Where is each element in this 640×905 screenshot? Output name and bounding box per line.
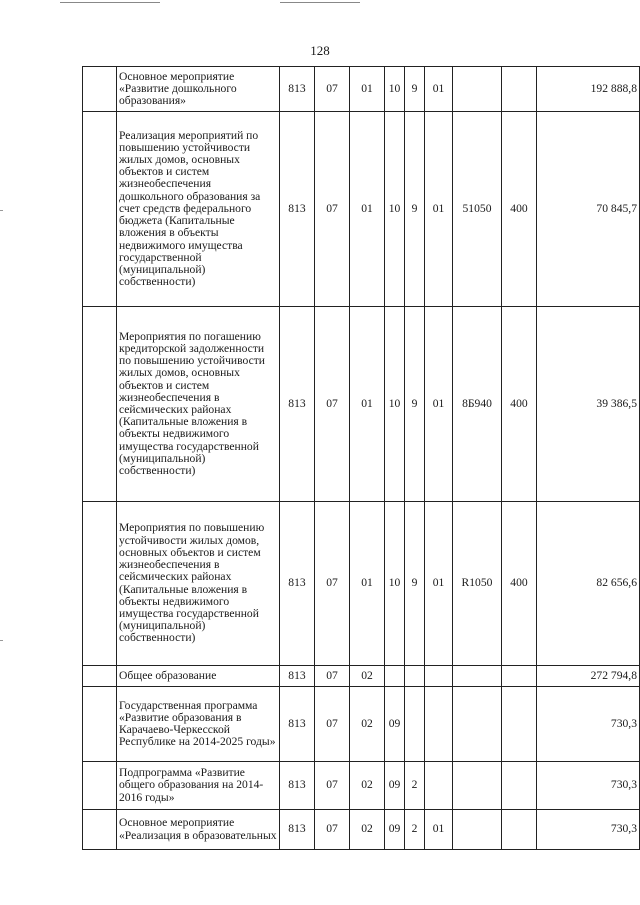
table-row <box>83 112 640 307</box>
event-cell: 01 <box>425 307 453 502</box>
expense-type-cell <box>502 67 537 112</box>
blank-cell <box>83 307 117 502</box>
blank-cell <box>83 810 117 850</box>
section-cell: 07 <box>315 502 350 666</box>
event-cell: 01 <box>425 810 453 850</box>
amount-cell: 730,3 <box>537 687 640 762</box>
scan-edge-mark <box>0 210 3 211</box>
subprogram-cell: 9 <box>405 112 425 307</box>
program-cell: 10 <box>385 112 405 307</box>
blank-cell <box>83 67 117 112</box>
amount-cell: 39 386,5 <box>537 307 640 502</box>
row-name: Основное мероприятие «Реализация в образовательных <box>117 810 280 850</box>
subsection-cell: 02 <box>350 762 385 810</box>
amount-cell: 70 845,7 <box>537 112 640 307</box>
subprogram-cell <box>405 666 425 687</box>
grbs-cell: 813 <box>280 502 315 666</box>
table-row <box>83 67 640 112</box>
row-name: Государственная программа «Развитие образования в Карачаево-Черкесской Республике на 2014-2025 годы» <box>117 687 280 762</box>
subprogram-cell: 9 <box>405 67 425 112</box>
subsection-cell: 01 <box>350 112 385 307</box>
row-name: Общее образование <box>117 666 280 687</box>
expense-type-cell: 400 <box>502 502 537 666</box>
program-cell <box>385 666 405 687</box>
blank-cell <box>83 666 117 687</box>
direction-cell: R1050 <box>453 502 502 666</box>
subsection-cell: 01 <box>350 67 385 112</box>
expense-type-cell <box>502 762 537 810</box>
expense-type-cell <box>502 810 537 850</box>
table-row <box>83 762 640 810</box>
amount-cell: 82 656,6 <box>537 502 640 666</box>
direction-cell <box>453 687 502 762</box>
event-cell: 01 <box>425 112 453 307</box>
top-rule-left <box>60 2 160 3</box>
program-cell: 09 <box>385 810 405 850</box>
row-name: Подпрограмма «Развитие общего образования на 2014-2016 годы» <box>117 762 280 810</box>
table-row <box>83 666 640 687</box>
subsection-cell: 02 <box>350 687 385 762</box>
direction-cell <box>453 762 502 810</box>
subprogram-cell: 2 <box>405 762 425 810</box>
grbs-cell: 813 <box>280 762 315 810</box>
row-name: Мероприятия по погашению кредиторской задолженности по повышению устойчивости жилых домов, основных объектов и систем жизнеобеспечения в сейсмических районах (Капитальные вложения в объекты недвижимого имущества государственной (муниципальной) собственности) <box>117 307 280 502</box>
row-name: Основное мероприятие «Развитие дошкольного образования» <box>117 67 280 112</box>
direction-cell <box>453 810 502 850</box>
program-cell: 10 <box>385 67 405 112</box>
grbs-cell: 813 <box>280 307 315 502</box>
subsection-cell: 02 <box>350 810 385 850</box>
amount-cell: 730,3 <box>537 810 640 850</box>
blank-cell <box>83 502 117 666</box>
scan-edge-mark <box>0 640 3 641</box>
section-cell: 07 <box>315 810 350 850</box>
row-name: Мероприятия по повышению устойчивости жилых домов, основных объектов и систем жизнеобеспечения в сейсмических районах (Капитальные вложения в объекты недвижимого имущества государственной (муниципальной) собственности) <box>117 502 280 666</box>
blank-cell <box>83 687 117 762</box>
section-cell: 07 <box>315 307 350 502</box>
subsection-cell: 02 <box>350 666 385 687</box>
grbs-cell: 813 <box>280 112 315 307</box>
subsection-cell: 01 <box>350 502 385 666</box>
program-cell: 09 <box>385 762 405 810</box>
table-row <box>83 502 640 666</box>
subprogram-cell: 9 <box>405 502 425 666</box>
grbs-cell: 813 <box>280 810 315 850</box>
page-number: 128 <box>310 43 330 58</box>
event-cell <box>425 687 453 762</box>
table-row <box>83 810 640 850</box>
direction-cell <box>453 67 502 112</box>
direction-cell <box>453 666 502 687</box>
event-cell <box>425 666 453 687</box>
section-cell: 07 <box>315 112 350 307</box>
table-row <box>83 687 640 762</box>
grbs-cell: 813 <box>280 67 315 112</box>
event-cell <box>425 762 453 810</box>
top-rule-right <box>280 2 360 3</box>
expense-type-cell: 400 <box>502 307 537 502</box>
amount-cell: 192 888,8 <box>537 67 640 112</box>
budget-table <box>82 66 640 850</box>
expense-type-cell: 400 <box>502 112 537 307</box>
program-cell: 10 <box>385 502 405 666</box>
blank-cell <box>83 112 117 307</box>
section-cell: 07 <box>315 762 350 810</box>
event-cell: 01 <box>425 67 453 112</box>
direction-cell: 51050 <box>453 112 502 307</box>
program-cell: 10 <box>385 307 405 502</box>
subprogram-cell: 9 <box>405 307 425 502</box>
subprogram-cell: 2 <box>405 810 425 850</box>
expense-type-cell <box>502 666 537 687</box>
amount-cell: 272 794,8 <box>537 666 640 687</box>
program-cell: 09 <box>385 687 405 762</box>
table-row <box>83 307 640 502</box>
subprogram-cell <box>405 687 425 762</box>
section-cell: 07 <box>315 666 350 687</box>
grbs-cell: 813 <box>280 687 315 762</box>
section-cell: 07 <box>315 67 350 112</box>
subsection-cell: 01 <box>350 307 385 502</box>
expense-type-cell <box>502 687 537 762</box>
blank-cell <box>83 762 117 810</box>
row-name: Реализация мероприятий по повышению устойчивости жилых домов, основных объектов и систем жизнеобеспечения дошкольного образования за счет средств федерального бюджета (Капитальные вложения в объекты недвижимого имущества государственной (муниципальной) собственности) <box>117 112 280 307</box>
grbs-cell: 813 <box>280 666 315 687</box>
amount-cell: 730,3 <box>537 762 640 810</box>
section-cell: 07 <box>315 687 350 762</box>
direction-cell: 8Б940 <box>453 307 502 502</box>
event-cell: 01 <box>425 502 453 666</box>
